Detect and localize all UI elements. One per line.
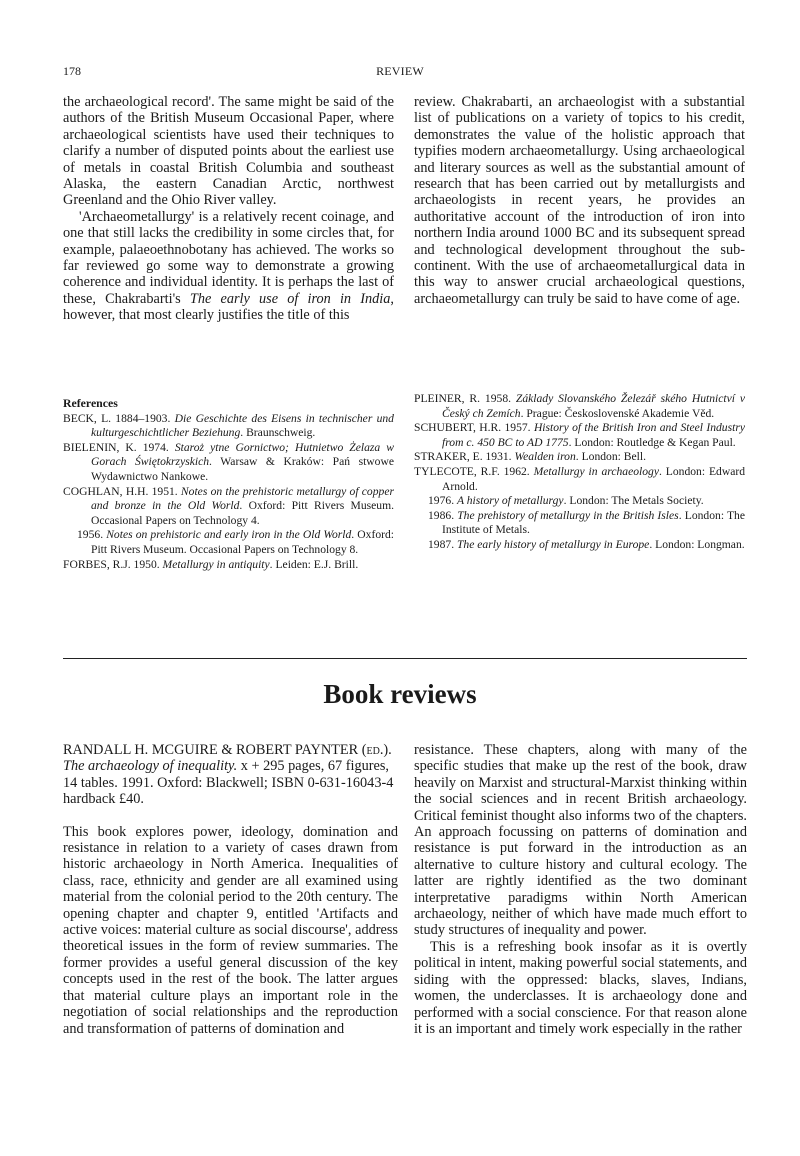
reference-entry: COGHLAN, H.H. 1951. Notes on the prehistoric metallurgy of copper and bronze in the Old World. Oxford: Pitt Rivers Museum. Occasional Papers on Technology 4.: [63, 484, 394, 527]
references-right: [414, 392, 745, 553]
paragraph: This book explores power, ideology, domination and resistance in relation to a variety of cases drawn from historic archaeology in North America. Inequalities of class, race, ethnicity and gender are all examined using material from the colonial period to the 20th century. The opening chapter and chapter 9, entitled 'Artifacts and active voices: material culture as social discourse', address theoretical issues in the form of review summaries. The former provides a useful general discussion of the key concepts used in the rest of the book. The latter argues that material culture plays an important role in the negotiation of social relationships and the reproduction and transformation of patterns of domination and: [63, 823, 398, 1037]
running-head: REVIEW: [376, 64, 424, 78]
column-right-top: [414, 94, 745, 307]
section-divider: [63, 658, 747, 659]
paragraph: review. Chakrabarti, an archaeologist with a substantial list of publications on a variety of topics to his credit, demonstrates the value of the holistic approach that typifies modern archaeometallurgy. Using archaeological and literary sources as well as the substantial amount of research that has been carried out by metallurgists and archaeologists in recent years, he provides an authoritative account of the introduction of iron into northern India around 1000 BC and its subsequent spread and technological development throughout the sub-continent. With the use of archaeometallurgical data in this way to answer crucial archaeological questions, archaeometallurgy can truly be said to have come of age.: [414, 94, 745, 307]
paragraph: This is a refreshing book insofar as it is overtly political in intent, making powerful social statements, and siding with the oppressed: blacks, slaves, Indians, women, the underclasses. It is archaeology done and performed with a social conscience. For that reason alone it is an important and timely work especially in the rather: [414, 938, 747, 1037]
paragraph: the archaeological record'. The same might be said of the authors of the British Museum Occasional Paper, where archaeological scientists have used their techniques to clarify a number of disputed points about the earliest use of metals in coastal British Columbia and southeast Alaska, the eastern Canadian Arctic, northwest Greenland and the Ohio River valley.: [63, 94, 394, 209]
page-number: 178: [63, 64, 81, 78]
reference-entry: 1987. The early history of metallurgy in Europe. London: Longman.: [428, 537, 745, 551]
book-title: The early use of iron in India: [189, 290, 391, 307]
references-heading: References: [63, 396, 118, 410]
reference-entry: TYLECOTE, R.F. 1962. Metallurgy in archaeology. London: Edward Arnold.: [414, 464, 745, 493]
reference-entry: FORBES, R.J. 1950. Metallurgy in antiquity. Leiden: E.J. Brill.: [63, 557, 359, 571]
reference-entry: BIELENIN, K. 1974. Staroż ytne Gornictwo; Hutnietwo Żelaza w Gorach Świętokrzyskich. Warsaw & Kraków: Pań stwowe Wydawnictwo Nankowe.: [63, 440, 394, 483]
paragraph: resistance. These chapters, along with many of the specific studies that make up the rest of the book, draw heavily on Marxist and structural-Marxist thinking within the social sciences and in recent British archaeology. Critical feminist thought also informs two of the chapters. An approach focussing on patterns of domination and resistance is put forward in the introduction as an alternative to culture history and cultural ecology. The latter are rightly identified as the two dominant interpretative paradigms within North American archaeology, neither of which have made much effort to study structures of inequality and power.: [414, 742, 747, 939]
book-editors: RANDALL H. MCGUIRE & ROBERT PAYNTER (ed.).: [63, 742, 392, 758]
book-details: x + 295 pages, 67 figures, 14 tables. 1991. Oxford: Blackwell; ISBN 0-631-16043-4 hardback £40.: [63, 758, 394, 808]
reference-entry: 1986. The prehistory of metallurgy in the British Isles. London: The Institute of Metals.: [428, 508, 745, 537]
reference-entry: 1956. Notes on prehistoric and early iron in the Old World. Oxford: Pitt Rivers Museum. Occasional Papers on Technology 8.: [77, 528, 394, 556]
column-right-review: [414, 742, 747, 1037]
column-left-review: [63, 742, 398, 1037]
reference-entry: SCHUBERT, H.R. 1957. History of the British Iron and Steel Industry from c. 450 BC to AD 1775. London: Routledge & Kegan Paul.: [414, 421, 745, 449]
column-left-top: [63, 94, 394, 324]
paragraph: 'Archaeometallurgy' is a relatively recent coinage, and one that still lacks the credibility in some circles that, for example, palaeoethnobotany has achieved. The works so far reviewed go some way to demonstrate a growing coherence and individual identity. It is perhaps the last of these, Chakrabarti's The early use of iron in India, however, that most clearly justifies the title of this: [63, 208, 394, 324]
book-citation: [63, 742, 398, 808]
references-left: [63, 396, 394, 572]
book-title: The archaeology of inequality.: [63, 758, 238, 775]
reference-entry: PLEINER, R. 1958. Základy Slovanského Železář ského Hutnictví v Český ch Zemích. Prague: Československé Akademie Věd.: [414, 392, 745, 420]
reference-entry: BECK, L. 1884–1903. Die Geschichte des Eisens in technischer und kulturgeschichtlicher Beziehung. Braunschweig.: [63, 411, 394, 440]
reference-entry: 1976. A history of metallurgy. London: The Metals Society.: [428, 494, 704, 508]
section-title: Book reviews: [323, 679, 477, 709]
reference-entry: STRAKER, E. 1931. Wealden iron. London: Bell.: [414, 450, 646, 464]
